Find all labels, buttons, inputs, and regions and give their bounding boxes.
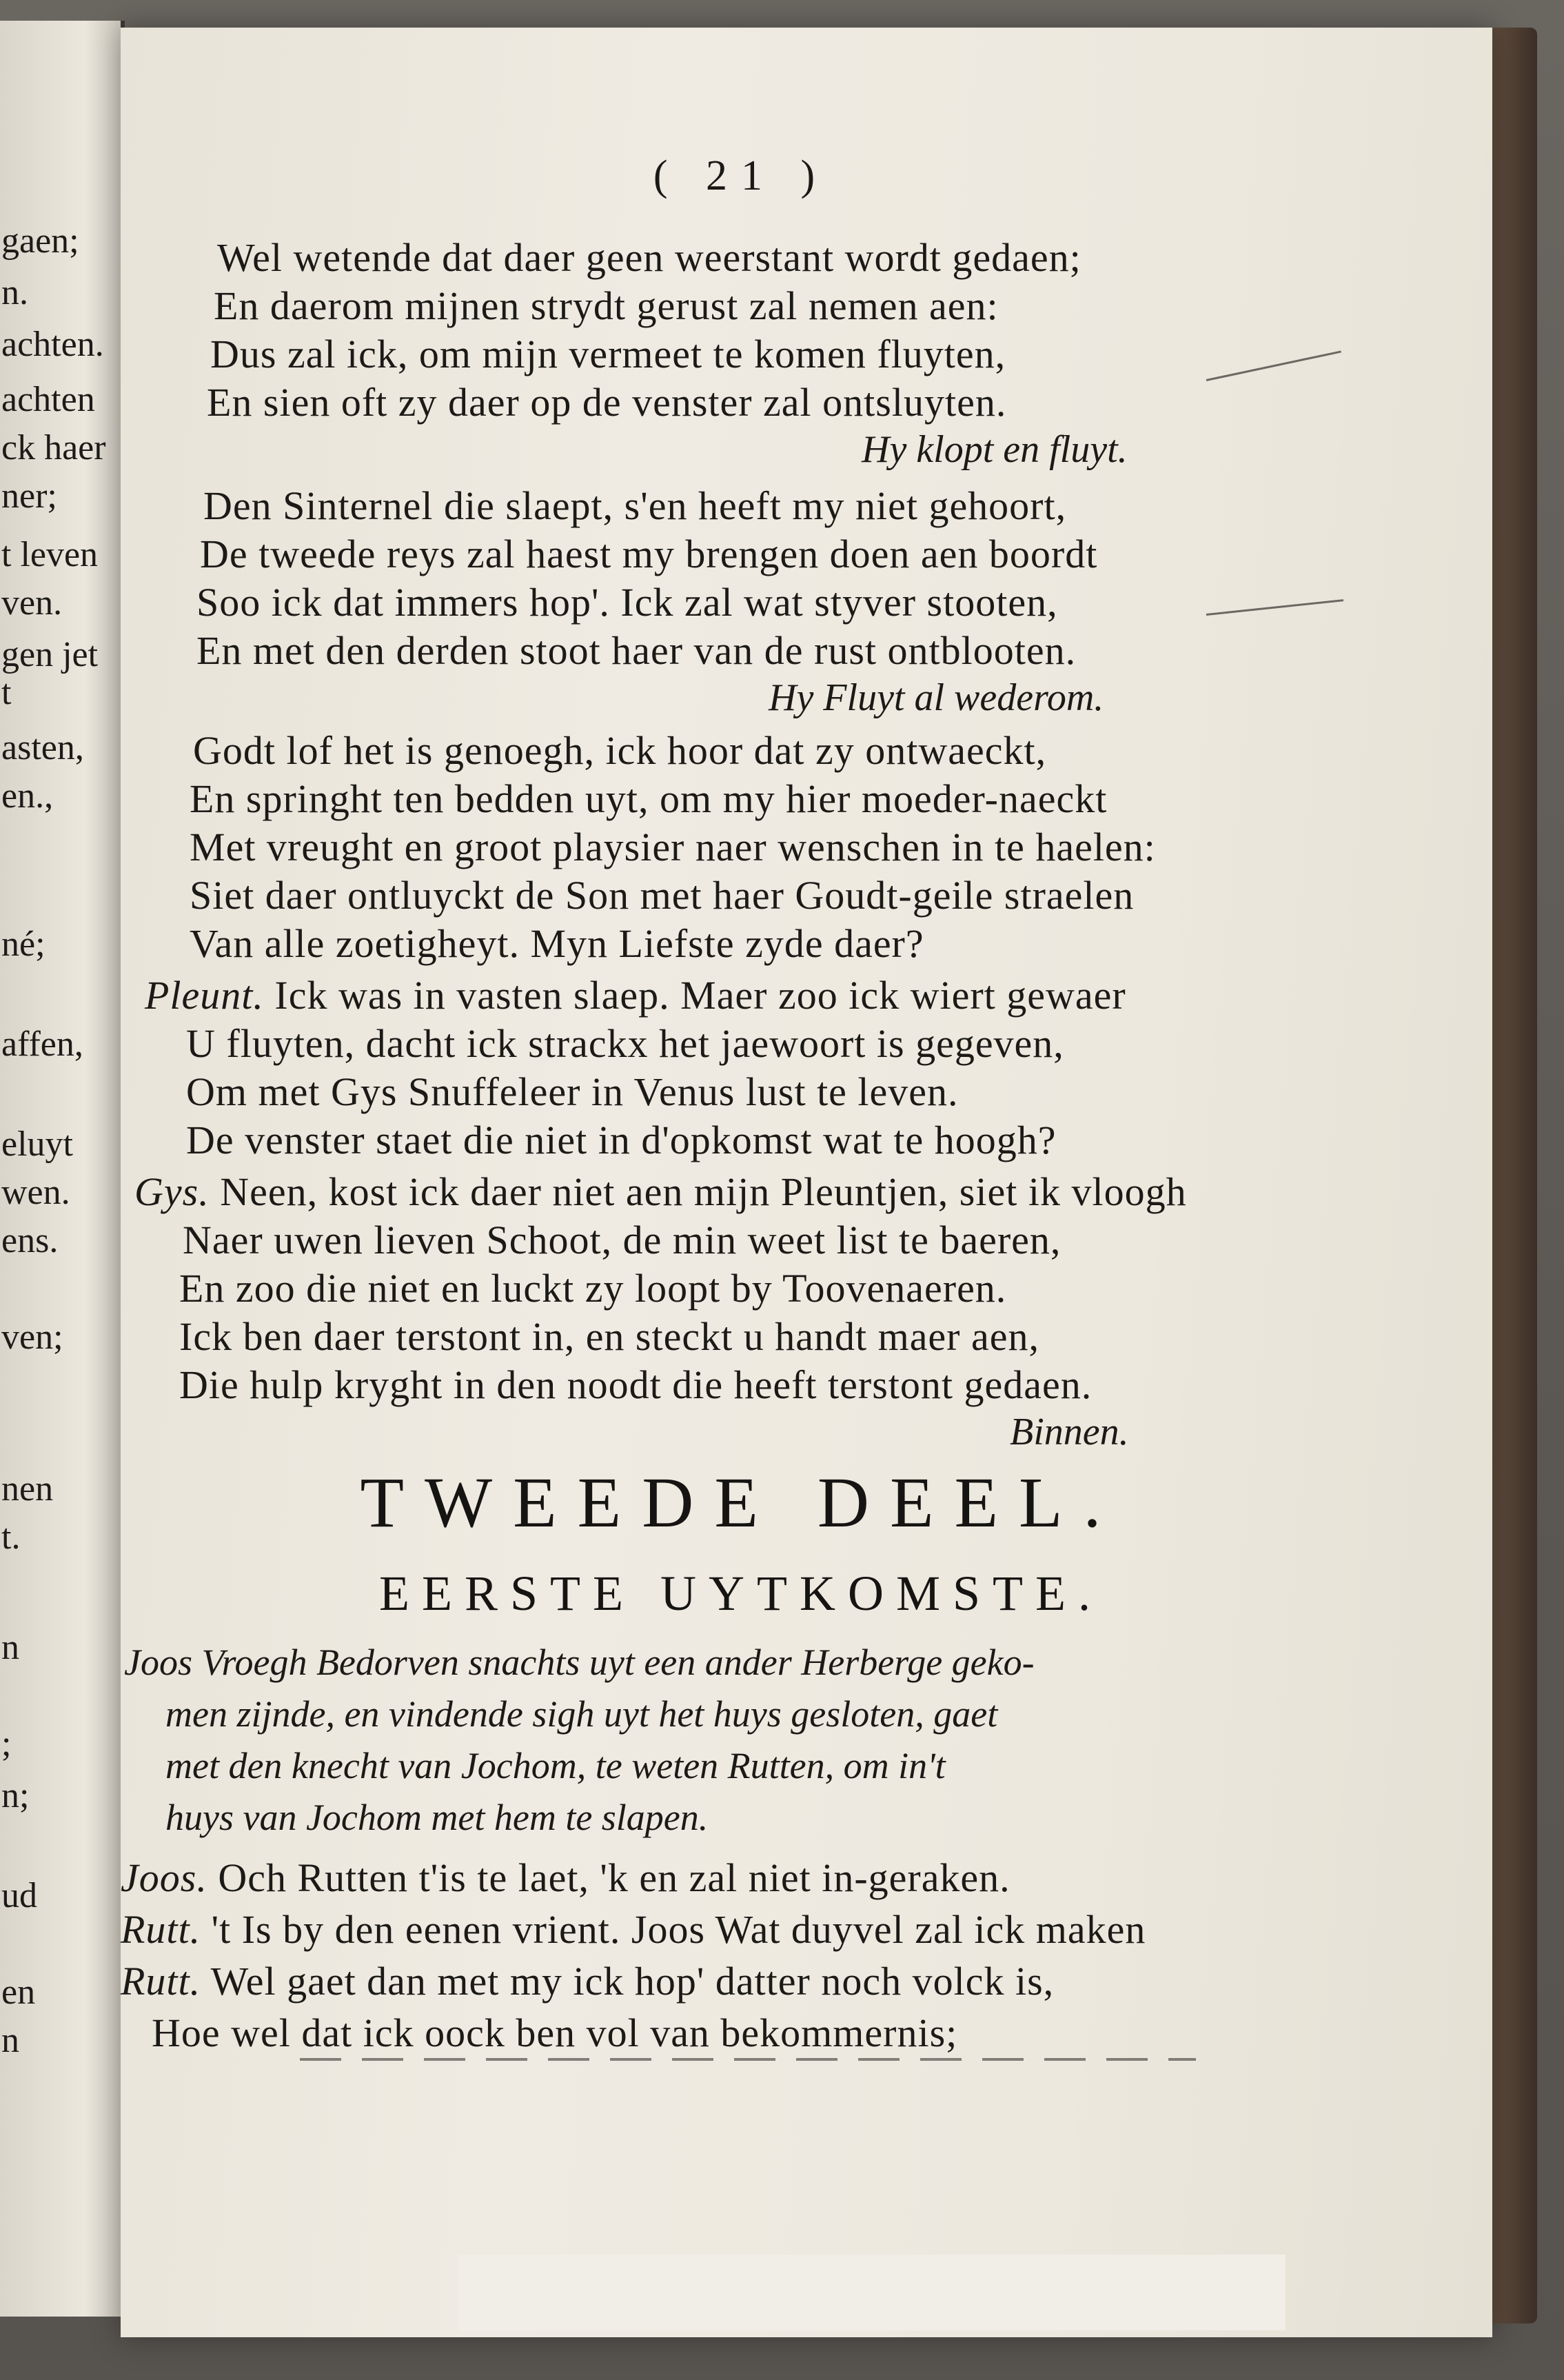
facing-page-fragment: achten: [1, 380, 95, 419]
verse-line: De venster staet die niet in d'opkomst wat te hoogh?: [186, 1118, 1057, 1162]
verse-line: Soo ick dat immers hop'. Ick zal wat styver stooten,: [196, 580, 1058, 625]
facing-page-fragment: ud: [1, 1876, 37, 1915]
facing-page-fragment: gaen;: [1, 221, 79, 261]
facing-page-fragment: ven.: [1, 583, 63, 623]
facing-page-fragment: ven;: [1, 1318, 63, 1357]
argument-line: Joos Vroegh Bedorven snachts uyt een ander Herberge geko-: [124, 1642, 1035, 1683]
verse-line: Den Sinternel die slaept, s'en heeft my niet gehoort,: [203, 483, 1067, 528]
facing-page-fragment: ner;: [1, 476, 57, 516]
speech-line: [134, 1169, 1187, 1215]
verse-line: Godt lof het is genoegh, ick hoor dat zy ontwaeckt,: [193, 728, 1047, 773]
pencil-mark: [1206, 599, 1343, 616]
verse-line: Die hulp kryght in den noodt die heeft terstont gedaen.: [179, 1362, 1093, 1407]
facing-page-fragment: n: [1, 1628, 19, 1667]
facing-page-fragment: t leven: [1, 535, 99, 574]
pencil-mark: [1206, 350, 1341, 381]
facing-page-fragment: nen: [1, 1469, 54, 1509]
facing-page-left: [0, 21, 125, 2317]
facing-page-fragment: n.: [1, 273, 28, 312]
facing-page-fragment: né;: [1, 925, 45, 964]
part-title: TWEEDE DEEL.: [360, 1463, 1122, 1542]
repair-patch: [458, 2255, 1286, 2330]
section-title: EERSTE UYTKOMSTE.: [379, 1566, 1103, 1621]
verse-line: Dus zal ick, om mijn vermeet te komen fluyten,: [210, 332, 1006, 376]
speech-text: Och Rutten t'is te laet, 'k en zal niet in-geraken.: [218, 1855, 1010, 1900]
page-number: ( 21 ): [653, 152, 829, 199]
verse-line: De tweede reys zal haest my brengen doen aen boordt: [200, 532, 1098, 576]
verse-line: En sien oft zy daer op de venster zal ontsluyten.: [207, 380, 1007, 425]
speech-text: Wel gaet dan met my ick hop' datter noch volck is,: [210, 1959, 1055, 2004]
verse-line: Naer uwen lieven Schoot, de min weet list te baeren,: [183, 1218, 1062, 1262]
facing-page-fragment: en.,: [1, 776, 54, 816]
speech-text: Neen, kost ick daer niet aen mijn Pleuntjen, siet ik vloogh: [220, 1169, 1187, 1214]
pencil-underline: [300, 2058, 1196, 2061]
facing-page-fragment: eluyt: [1, 1125, 73, 1164]
speaker-name: Pleunt.: [145, 973, 264, 1018]
verse-line: U fluyten, dacht ick strackx het jaewoort is gegeven,: [186, 1021, 1064, 1066]
speaker-name: Rutt.: [121, 1959, 201, 2004]
speaker-name: Rutt.: [121, 1907, 201, 1952]
verse-line: Om met Gys Snuffeleer in Venus lust te leven.: [186, 1069, 959, 1114]
speech-line: [121, 1855, 1010, 1901]
book-page: [121, 28, 1492, 2337]
verse-line: Ick ben daer terstont in, en steckt u handt maer aen,: [179, 1314, 1039, 1359]
facing-page-fragment: t: [1, 673, 12, 712]
facing-page-fragment: wen.: [1, 1173, 70, 1212]
facing-page-fragment: en: [1, 1973, 36, 2012]
facing-page-fragment: gen jet: [1, 635, 99, 674]
facing-page-fragment: affen,: [1, 1025, 83, 1064]
stage-direction: Hy Fluyt al wederom.: [769, 676, 1104, 719]
facing-page-fragment: ens.: [1, 1221, 59, 1260]
verse-line: En daerom mijnen strydt gerust zal nemen aen:: [214, 283, 999, 328]
verse-line: Van alle zoetigheyt. Myn Liefste zyde daer?: [190, 921, 924, 966]
verse-line: Wel wetende dat daer geen weerstant wordt gedaen;: [217, 235, 1081, 280]
verse-line: Siet daer ontluyckt de Son met haer Goudt-geile straelen: [190, 873, 1135, 918]
speaker-name: Joos.: [121, 1855, 207, 1900]
facing-page-fragment: ck haer: [1, 428, 106, 467]
speech-text: Hoe wel dat ick oock ben vol van bekommernis;: [152, 2010, 958, 2055]
speech-line: [145, 972, 1126, 1018]
facing-page-fragment: asten,: [1, 728, 84, 767]
argument-line: men zijnde, en vindende sigh uyt het huys gesloten, gaet: [165, 1693, 998, 1735]
argument-line: huys van Jochom met hem te slapen.: [165, 1797, 709, 1838]
speech-line: [121, 1906, 1146, 1953]
stage-direction: Hy klopt en fluyt.: [862, 428, 1128, 471]
verse-line: En zoo die niet en luckt zy loopt by Toovenaeren.: [179, 1266, 1007, 1311]
speech-line: [121, 1958, 1054, 2004]
facing-page-fragment: t.: [1, 1517, 21, 1557]
speech-line: [152, 2010, 957, 2056]
verse-line: En met den derden stoot haer van de rust ontblooten.: [196, 628, 1077, 673]
stage-direction: Binnen.: [1010, 1411, 1129, 1453]
facing-page-fragment: achten.: [1, 325, 104, 364]
facing-page-fragment: n: [1, 2021, 19, 2060]
speaker-name: Gys.: [134, 1169, 210, 1214]
speech-text: 't Is by den eenen vrient. Joos Wat duyvel zal ick maken: [211, 1907, 1146, 1952]
speech-text: Ick was in vasten slaep. Maer zoo ick wiert gewaer: [274, 973, 1126, 1018]
argument-line: met den knecht van Jochom, te weten Rutten, om in't: [165, 1745, 946, 1786]
facing-page-fragment: ;: [1, 1724, 12, 1764]
facing-page-fragment: n;: [1, 1776, 30, 1815]
verse-line: Met vreught en groot playsier naer wenschen in te haelen:: [190, 825, 1156, 869]
verse-line: En springht ten bedden uyt, om my hier moeder-naeckt: [190, 776, 1108, 821]
